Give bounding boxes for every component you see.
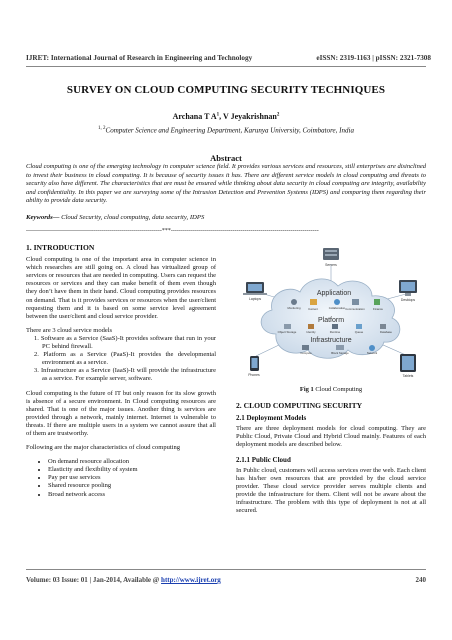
intro-paragraph-1: Cloud computing is one of the important area in computer science in which researches are still going on. A cloud has virtualized group of services or resources that are needed in computing. Users can request the resources or services and they can make benefit of them even though they don’t have them in their hand. Cloud computing provides resources on demand. That is it provides services or resources when the user/client requesting them and it is based on some service level agreement between the user/client and cloud service provider. — [26, 256, 216, 320]
author-1-sup: 1 — [216, 112, 220, 118]
service-model-item: 1. Software as a Service (SaaS)-It provides software that run in your PC behind firewall. — [34, 334, 216, 351]
label-tablets: Tablets — [402, 374, 414, 378]
label-block-storage: Block Storage — [331, 351, 349, 355]
characteristics-list — [26, 458, 216, 498]
service-models-intro: There are 3 cloud service models — [26, 326, 113, 334]
figure-caption-number: Fig 1 — [299, 386, 314, 393]
authors — [0, 112, 452, 121]
footer-volume — [26, 576, 221, 584]
keywords-label: Keywords— — [26, 214, 60, 221]
author-separator: , — [219, 112, 223, 121]
label-monitoring: Monitoring — [287, 306, 301, 310]
author-2: V Jeyakrishnan — [223, 112, 277, 121]
intro-heading: 1. INTRODUCTION — [26, 243, 95, 252]
deployment-heading: 2.1 Deployment Models — [236, 414, 307, 423]
section-separator: --------------------------------------------------------------------***-------------------------------------------------------------------------- — [26, 228, 319, 234]
footer-text: Volume: 03 Issue: 01 | Jan-2014, Available @ — [26, 576, 162, 584]
list-item: • Elasticity and flexibility of system — [48, 466, 216, 474]
author-2-sup: 2 — [276, 112, 280, 118]
label-network: Network — [366, 351, 378, 355]
list-item: • Shared resource pooling — [48, 482, 216, 490]
security-heading: 2. CLOUD COMPUTING SECURITY — [236, 401, 363, 411]
public-cloud-paragraph: In Public cloud, customers will access services over the web. Each client has his/her own resources that are provided by the cloud service provider. These cloud service provider serves multiple clients and provide the infrastructure for them. Client will not be aware about the infrastructure. The problem with this type of deployment is not at all secured. — [236, 466, 426, 515]
label-compute: Compute — [300, 351, 312, 355]
right-column — [236, 244, 426, 521]
page-number: 240 — [415, 576, 426, 584]
list-item: • Pay per use services — [48, 474, 216, 482]
cloud-computing-figure — [236, 244, 426, 382]
page-footer — [26, 576, 426, 584]
label-application: Application — [316, 290, 352, 297]
phone-icon — [250, 356, 259, 371]
public-cloud-heading: 2.1.1 Public Cloud — [236, 455, 291, 464]
cloud-diagram — [236, 244, 426, 382]
journal-link[interactable]: http://www.ijret.org — [161, 576, 221, 584]
tablet-icon — [400, 354, 416, 372]
label-platform: Platform — [317, 317, 345, 324]
list-item: • On demand resource allocation — [48, 458, 216, 466]
affiliation-sup: 1, 2 — [98, 126, 106, 131]
label-desktops: Desktops — [400, 298, 416, 302]
deployment-paragraph: There are three deployment models for cloud computing. They are Public Cloud, Private Cloud and Hybrid Cloud mainly. Features of each deployment models are described below. — [236, 425, 426, 449]
keywords-text: Cloud Security, cloud computing, data security, IDPS — [59, 214, 205, 221]
journal-issn: eISSN: 2319-1163 | pISSN: 2321-7308 — [316, 54, 431, 62]
abstract-heading: Abstract — [210, 153, 242, 163]
intro-paragraph-3: Following are the major characteristics of cloud computing — [26, 444, 180, 452]
laptop-icon — [243, 282, 267, 295]
label-laptops: Laptops — [248, 297, 262, 301]
affiliation — [0, 126, 452, 134]
header-rule — [26, 66, 426, 67]
intro-paragraph-2: Cloud computing is the future of IT but only reason for its slow growth is absence of a secure environment. In Cloud computing resources are shared. That is one of the major issues. Another thing is services are provided through a network, mainly internet. Internet is vulnerable to threats. If there are multiple users in a system we cannot assure that all of them are trustworthy. — [26, 389, 216, 437]
left-column — [26, 244, 216, 499]
service-model-item: 3. Infrastructure as a Service (IaaS)-It will provide the infrastructure as a service. For example server, software. — [34, 367, 216, 383]
label-infrastructure: Infrastructure — [310, 337, 352, 344]
label-collaboration: Collaboration — [328, 306, 346, 310]
abstract-text: Cloud computing is one of the emerging technology in computer science field. It provides various services and resources, still enterprises are disinclined to invest their business in cloud computing. It is because of security issues it has. There are different service models in cloud computing and threats to security also have different. The characteristics that are must be ensured while thinking about data security in cloud computing are integrity, availability and confidentiality. In this paper we are surveying some of the Intrusion Detection and Prevention Systems (IDPS) and comparing them regarding their ability to provide data security. — [26, 163, 426, 204]
affiliation-text: Computer Science and Engineering Department, Karunya University, Coimbatore, India — [105, 126, 354, 135]
paper-title: SURVEY ON CLOUD COMPUTING SECURITY TECHNIQUES — [66, 84, 386, 96]
service-model-item: 2. Platform as a Service (PaaS)-It provides the developmental environment as a service. — [34, 351, 216, 367]
author-1: Archana T A — [172, 112, 217, 121]
servers-icon — [323, 248, 339, 260]
label-phones: Phones — [248, 373, 260, 377]
label-object-storage: Object Storage — [277, 330, 297, 334]
footer-rule — [26, 569, 426, 570]
desktop-icon — [399, 280, 417, 296]
journal-header — [26, 54, 431, 62]
list-item: • Broad network access — [48, 491, 216, 499]
label-runtime: Runtime — [329, 330, 341, 334]
keywords — [26, 214, 426, 221]
label-queue: Queue — [354, 330, 364, 334]
label-communication: Communication — [345, 307, 365, 311]
label-database: Database — [380, 330, 392, 334]
label-finance: Finance — [373, 307, 383, 311]
figure-caption — [236, 386, 426, 394]
journal-name: IJRET: International Journal of Research in Engineering and Technology — [26, 54, 253, 62]
service-models — [26, 327, 216, 384]
label-servers: Servers — [325, 263, 337, 267]
figure-caption-text: Cloud Computing — [313, 386, 363, 393]
label-content: Content — [308, 307, 318, 311]
label-identity: Identity — [306, 330, 316, 334]
